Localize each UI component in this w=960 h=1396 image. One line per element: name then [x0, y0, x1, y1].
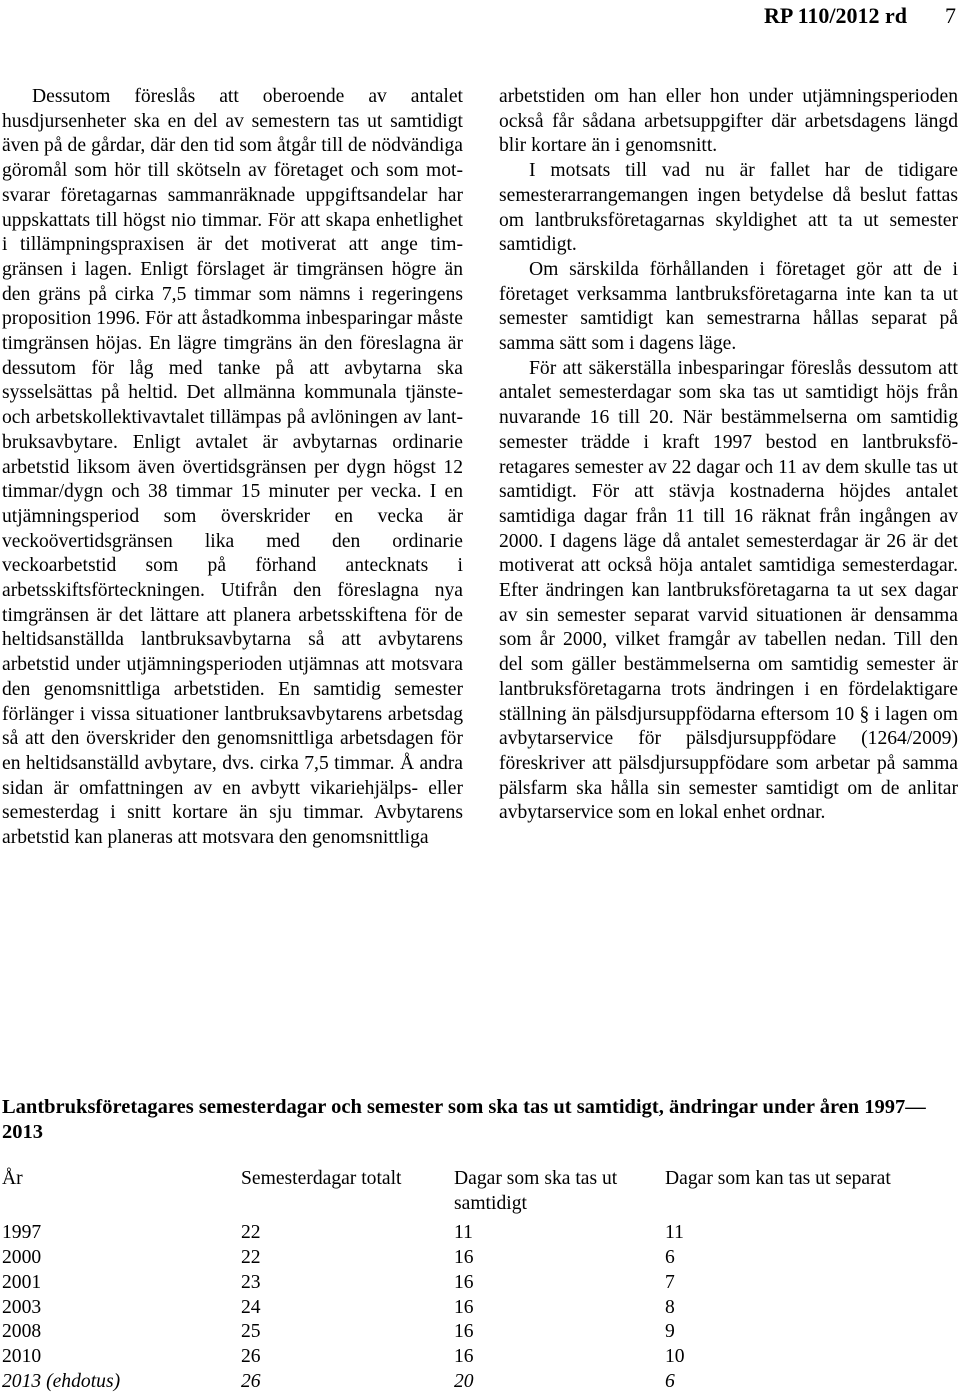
table-cell: 26: [241, 1346, 261, 1368]
vacation-days-table: [2, 1167, 895, 1395]
table-cell: 6: [665, 1371, 675, 1393]
table-cell: 1997: [2, 1221, 42, 1243]
table-cell: 2010: [2, 1346, 42, 1368]
table-cell: 8: [665, 1296, 675, 1318]
table-cell: 11: [665, 1221, 684, 1243]
paragraph: I motsats till vad nu är fallet har de tidigare semesterarrangemangen ingen betydelse då beslut fattas om lantbruksföretagarnas skyldighet att ta ut semester samtidigt.: [499, 160, 958, 256]
document-id: RP 110/2012 rd: [764, 3, 908, 28]
table-row: [2, 1221, 895, 1246]
right-text-column: [499, 85, 958, 826]
page-number: 7: [945, 3, 956, 28]
paragraph: Om särskilda förhållanden i företaget gör att de i företaget verksamma lantbruksföretagarna inte kan ta ut semester samtidigt kan semestrarna hållas separat på samma sätt som i dagens läge.: [499, 258, 958, 355]
table-cell: 2008: [2, 1321, 42, 1343]
paragraph-continuation: arbetstiden om han eller hon under utjämningsperioden också får sådana arbetsuppgifter där arbetsdagens längd blir kortare än i genomsnitt.: [499, 86, 958, 157]
table-row: [2, 1320, 895, 1345]
paragraph: För att säkerställa inbesparingar föreslås dessutom att antalet semesterdagar som ska tas ut samtidigt höjs från nuvarande 16 till 20. När bestämmelserna om samtidig semester trädde i kraft 1997 bestod en lantbruksföretagares semester av 22 dagar och 11 av dem skulle tas ut samtidigt. För att stävja kostnaderna höjdes antalet samtidiga dagar från 11 till 16 räknat från ingången av 2000. I dagens läge då antalet semesterdagar är 26 är det motiverat att också höja antalet samtidiga semesterdagar. Efter ändringen kan lantbruksföretagarna ta ut sex dagar av sin semester separat varvid situationen är densamma som år 2000, vilket framgår av tabellen nedan. Till den del som gäller bestämmelserna om samtidig semester är lantbruksföretagarna trots ändringen i en fördelaktigare ställning än pälsdjursuppfödarna eftersom 10 § i lagen om avbytarservice för pälsdjursuppfödare (1264/2009) föreskriver att pälsdjursuppfödare som arbetar på samma pälsfarm ska hålla sin semester samtidigt om de anlitar avbytarservice som en lokal enhet ordnar.: [499, 357, 958, 824]
table-cell: 2013 (ehdotus): [2, 1371, 121, 1393]
table-cell: 22: [241, 1246, 261, 1268]
table-row: [2, 1271, 895, 1296]
table-cell: 20: [454, 1371, 474, 1393]
left-text-column: [2, 85, 463, 851]
table-cell: 2000: [2, 1246, 42, 1268]
column-header: År: [2, 1168, 23, 1189]
paragraph: Dessutom föreslås att oberoende av antalet husdjursenheter ska en del av semestern tas ut samtidigt även på de gårdar, där den tid som åtgår till de nödvändiga göromål som hör till skötseln av företaget och som motsvarar företagarnas sammanräknade uppgiftsandelar har uppskattats till högst nio timmar. För att skapa enhetlighet i tillämpningspraxisen är det motiverat att ange timgränsen i lagen. Enligt förslaget är timgränsen högre än den gräns på cirka 7,5 timmar som nämns i regeringens proposition 1996. För att åstadkomma inbesparingar måste timgränsen höjas. En lägre timgräns än den föreslagna är dessutom för låg med tanke på att avbytarna ska sysselsättas på heltid. Det allmänna kommunala tjänste- och arbetskollektivavtalet tillämpas på avlöningen av lantbruksavbytare. Enligt avtalet är avbytarnas ordinarie arbetstid liksom även övertidsgränsen per dygn högst 12 timmar/dygn och 38 timmar 15 minuter per vecka. I en utjämningsperiod som överskrider en vecka är veckoövertidsgränsen lika med den ordinarie veckoarbetstid som på förhand antecknats i arbetsskiftsförteckningen. Utifrån den föreslagna nya timgränsen är det lättare att planera arbetsskiftena för de heltidsanställda lantbruksavbytarna så att avbytarens arbetstid under utjämningsperioden utjämnas att motsvara den genomsnittliga arbetstiden. En samtidig semester förlänger i vissa situationer lantbruksavbytarens arbetsdag så att den överskrider den genomsnittliga arbetsdagen för en heltidsanställd avbytare, dvs. cirka 7,5 timmar. Å andra sidan är omfattningen av en avbytt vikariehjälps- eller semesterdag i snitt kortare än sju timmar. Avbytarens arbetstid kan planeras att motsvara den genomsnittliga: [2, 86, 463, 849]
table-header-row: [2, 1167, 895, 1221]
table-row: [2, 1246, 895, 1271]
table-cell: 22: [241, 1221, 261, 1243]
table-title: Lantbruksföretagares semesterdagar och semester som ska tas ut samtidigt, ändringar under åren 1997—2013: [2, 1096, 926, 1143]
column-header: Dagar som ska tas ut samtidigt: [454, 1168, 618, 1214]
table-cell: 11: [454, 1221, 473, 1243]
column-header: Dagar som kan tas ut separat: [665, 1168, 891, 1189]
table-cell: 26: [241, 1371, 261, 1393]
table-cell: 23: [241, 1271, 261, 1293]
table-cell: 2001: [2, 1271, 42, 1293]
table-cell: 7: [665, 1271, 675, 1293]
table-cell: 9: [665, 1321, 675, 1343]
table-cell: 10: [665, 1346, 685, 1368]
table-cell: 16: [454, 1346, 474, 1368]
table-cell: 2003: [2, 1296, 42, 1318]
table-cell: 16: [454, 1246, 474, 1268]
table-row-proposed: [2, 1370, 895, 1395]
table-cell: 16: [454, 1296, 474, 1318]
table-cell: 16: [454, 1271, 474, 1293]
column-header: Semesterdagar totalt: [241, 1168, 402, 1189]
table-cell: 6: [665, 1246, 675, 1268]
table-cell: 16: [454, 1321, 474, 1343]
table-row: [2, 1345, 895, 1370]
table-row: [2, 1296, 895, 1321]
table-cell: 24: [241, 1296, 261, 1318]
table-cell: 25: [241, 1321, 261, 1343]
